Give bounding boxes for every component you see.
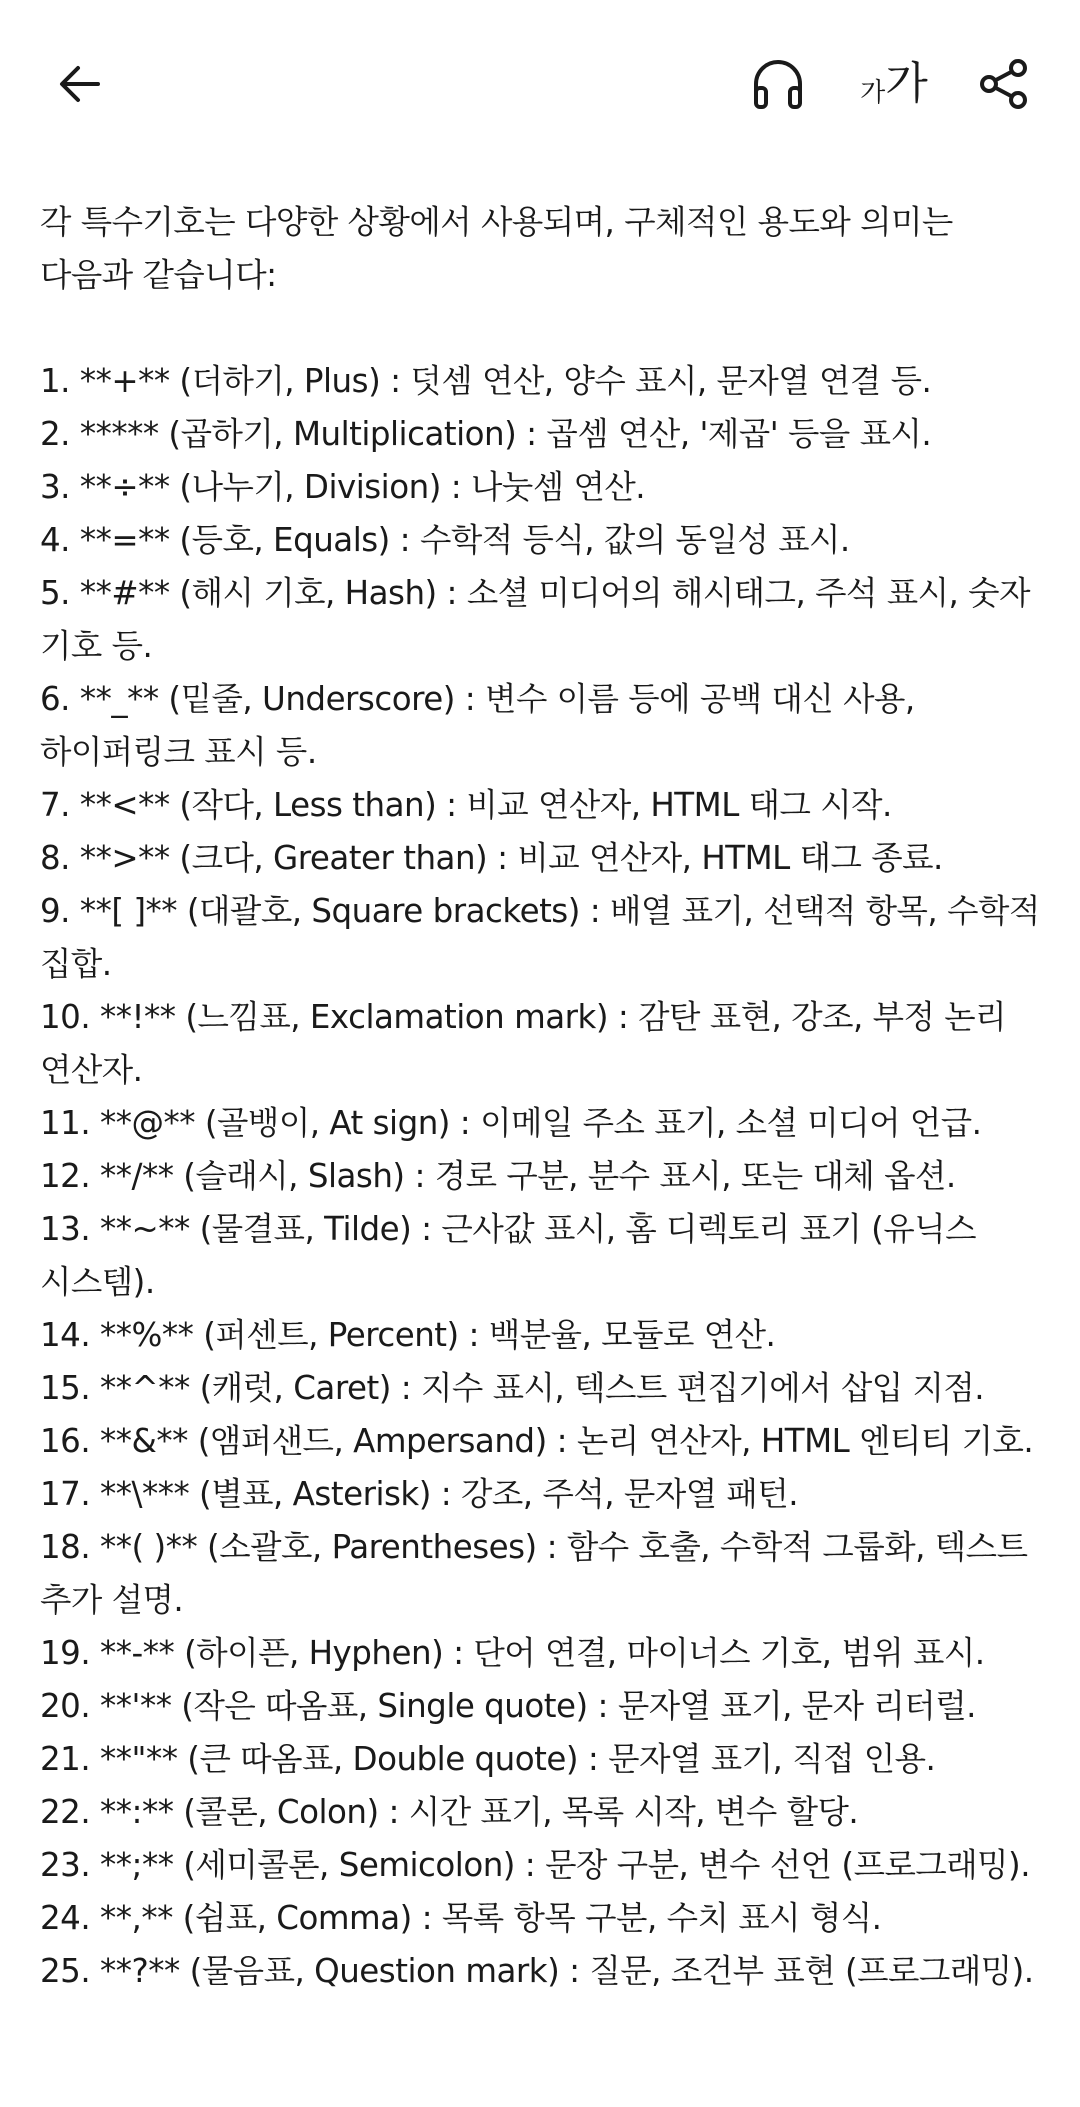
list-item: 7. **<** (작다, Less than) : 비교 연산자, HTML 태그 시작.	[40, 786, 892, 824]
article-intro: 각 특수기호는 다양한 상황에서 사용되며, 구체적인 용도와 의미는 다음과 같습니다:	[40, 203, 953, 294]
headphones-icon	[749, 55, 807, 113]
arrow-left-icon	[54, 58, 106, 110]
list-item: 1. **+** (더하기, Plus) : 덧셈 연산, 양수 표시, 문자열 연결 등.	[40, 362, 932, 400]
article-body	[40, 196, 1050, 1998]
list-item: 11. **@** (골뱅이, At sign) : 이메일 주소 표기, 소셜 미디어 언급.	[40, 1104, 982, 1142]
list-item: 20. **'** (작은 따옴표, Single quote) : 문자열 표기, 문자 리터럴.	[40, 1687, 976, 1725]
list-item: 4. **=** (등호, Equals) : 수학적 등식, 값의 동일성 표시.	[40, 521, 850, 559]
top-app-bar	[0, 0, 1080, 160]
list-item: 6. **_** (밑줄, Underscore) : 변수 이름 등에 공백 대신 사용, 하이퍼링크 표시 등.	[40, 680, 915, 771]
list-item: 21. **"** (큰 따옴표, Double quote) : 문자열 표기, 직접 인용.	[40, 1740, 936, 1778]
list-item: 12. **/** (슬래시, Slash) : 경로 구분, 분수 표시, 또는 대체 옵션.	[40, 1157, 956, 1195]
list-item: 16. **&** (앰퍼샌드, Ampersand) : 논리 연산자, HTML 엔티티 기호.	[40, 1422, 1034, 1460]
share-button[interactable]	[964, 44, 1044, 124]
list-item: 22. **:** (콜론, Colon) : 시간 표기, 목록 시작, 변수 할당.	[40, 1793, 859, 1831]
list-item: 8. **>** (크다, Greater than) : 비교 연산자, HTML 태그 종료.	[40, 839, 943, 877]
list-item: 19. **-** (하이픈, Hyphen) : 단어 연결, 마이너스 기호, 범위 표시.	[40, 1634, 985, 1672]
list-item: 10. **!** (느낌표, Exclamation mark) : 감탄 표현, 강조, 부정 논리 연산자.	[40, 998, 1007, 1089]
symbol-list	[40, 355, 1050, 1998]
list-item: 5. **#** (해시 기호, Hash) : 소셜 미디어의 해시태그, 주석 표시, 숫자 기호 등.	[40, 574, 1030, 665]
list-item: 3. **÷** (나누기, Division) : 나눗셈 연산.	[40, 468, 646, 506]
list-item: 18. **( )** (소괄호, Parentheses) : 함수 호출, 수학적 그룹화, 텍스트 추가 설명.	[40, 1528, 1028, 1619]
list-item: 15. **^** (캐럿, Caret) : 지수 표시, 텍스트 편집기에서 삽입 지점.	[40, 1369, 985, 1407]
list-item: 23. **;** (세미콜론, Semicolon) : 문장 구분, 변수 선언 (프로그래밍).	[40, 1846, 1031, 1884]
list-item: 14. **%** (퍼센트, Percent) : 백분율, 모듈로 연산.	[40, 1316, 776, 1354]
share-icon	[977, 57, 1031, 111]
list-item: 9. **[ ]** (대괄호, Square brackets) : 배열 표기, 선택적 항목, 수학적 집합.	[40, 892, 1040, 983]
list-item: 13. **~** (물결표, Tilde) : 근사값 표시, 홈 디렉토리 표기 (유닉스 시스템).	[40, 1210, 977, 1301]
font-size-small-glyph: 가	[860, 78, 886, 108]
list-item: 17. **\*** (별표, Asterisk) : 강조, 주석, 문자열 패턴.	[40, 1475, 799, 1513]
list-item: 24. **,** (쉼표, Comma) : 목록 항목 구분, 수치 표시 형식.	[40, 1899, 882, 1937]
listen-button[interactable]	[738, 44, 818, 124]
font-size-button[interactable]	[844, 44, 944, 124]
font-size-large-glyph: 가	[885, 58, 928, 109]
back-button[interactable]	[40, 44, 120, 124]
list-item: 2. ***** (곱하기, Multiplication) : 곱셈 연산, '제곱' 등을 표시.	[40, 415, 932, 453]
list-item: 25. **?** (물음표, Question mark) : 질문, 조건부 표현 (프로그래밍).	[40, 1952, 1034, 1990]
